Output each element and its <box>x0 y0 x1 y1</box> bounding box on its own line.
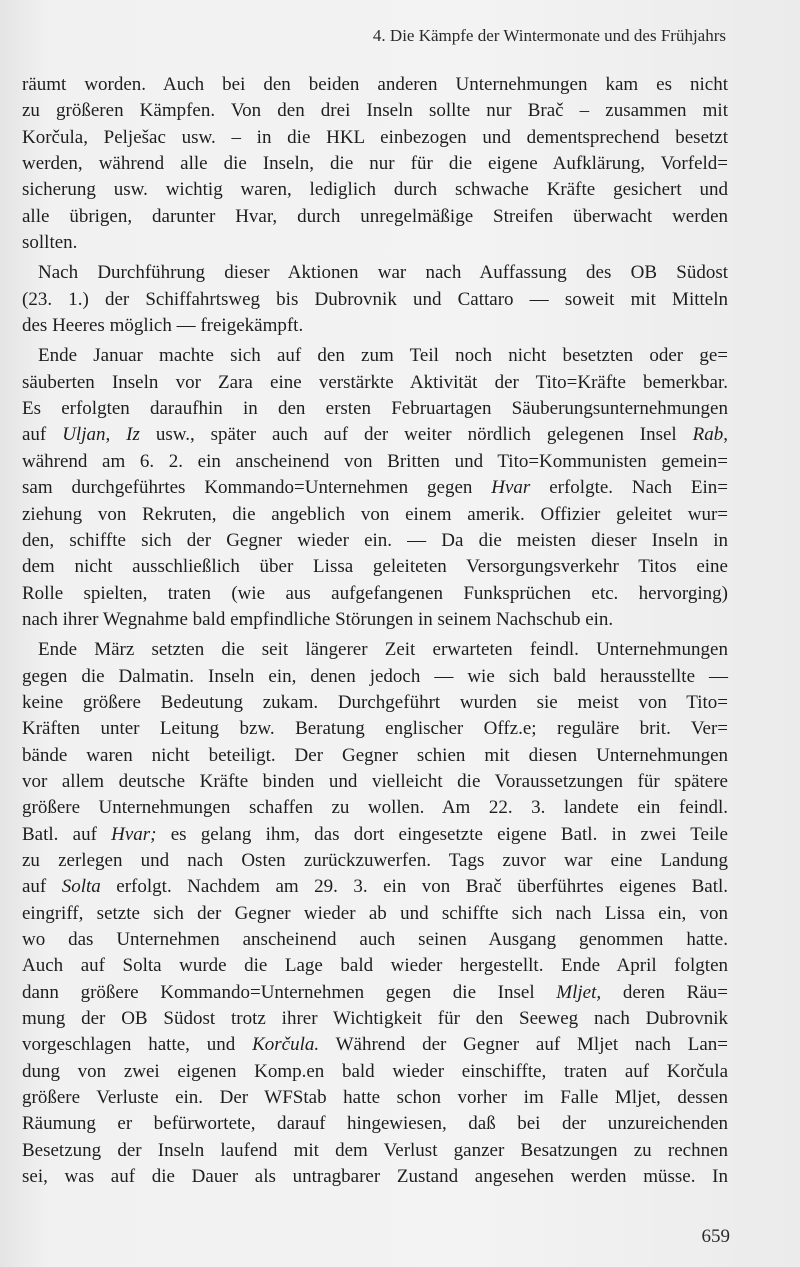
text-line <box>22 343 728 369</box>
text-line <box>22 716 728 742</box>
text-line <box>22 422 728 448</box>
text-segment: dem nicht ausschließlich über Lissa geleiteten Versorgungsverkehr Titos eine <box>22 556 728 578</box>
text-segment: während am 6. 2. ein anscheinend von Britten und Tito=Kommunisten gemein= <box>22 450 728 472</box>
text-line <box>22 637 728 663</box>
paragraph <box>22 260 728 339</box>
text-segment: vorgeschlagen hatte, und <box>22 1034 253 1056</box>
text-segment: des Heeres möglich — freigekämpft. <box>22 315 304 337</box>
text-segment: Batl. auf <box>22 823 112 845</box>
text-line <box>22 1059 728 1085</box>
paragraph <box>22 637 728 1190</box>
italic-text: Mljet, <box>556 981 602 1003</box>
text-line <box>22 260 728 286</box>
text-line <box>22 151 728 177</box>
text-segment: größere Unternehmungen schaffen zu wollen. Am 22. 3. landete ein feindl. <box>22 797 728 819</box>
text-line <box>22 98 728 124</box>
text-segment: Auch auf Solta wurde die Lage bald wieder hergestellt. Ende April folgten <box>22 955 728 977</box>
text-line <box>22 449 728 475</box>
text-line <box>22 848 728 874</box>
text-segment: alle übrigen, darunter Hvar, durch unregelmäßige Streifen überwacht werden <box>22 205 728 227</box>
text-segment: zu zerlegen und nach Osten zurückzuwerfen. Tags zuvor war eine Landung <box>22 849 728 871</box>
text-line <box>22 396 728 422</box>
text-line <box>22 1164 728 1190</box>
text-segment: , <box>105 424 127 446</box>
italic-text: Rab <box>692 424 724 446</box>
text-segment: räumt worden. Auch bei den beiden anderen Unternehmungen kam es nicht <box>22 74 728 95</box>
text-segment: Rolle spielten, traten (wie aus aufgefangenen Funksprüchen etc. hervorging) <box>22 582 728 604</box>
text-segment: auf <box>22 876 62 898</box>
text-segment: sollten. <box>22 232 78 254</box>
text-line <box>22 1138 728 1164</box>
text-line <box>22 690 728 716</box>
text-segment: (23. 1.) der Schiffahrtsweg bis Dubrovnik und Cattaro — soweit mit Mitteln <box>22 288 728 310</box>
text-segment: bände waren nicht beteiligt. Der Gegner schien mit diesen Unternehmungen <box>22 744 728 766</box>
text-segment: Besetzung der Inseln laufend mit dem Verlust ganzer Besatzungen zu rechnen <box>22 1139 728 1161</box>
text-segment: Korčula, Pelješac usw. – in die HKL einbezogen und dementsprechend besetzt <box>22 126 728 148</box>
text-segment: zu größeren Kämpfen. Von den drei Inseln sollte nur Brač – zusammen mit <box>22 100 728 122</box>
text-segment: keine größere Bedeutung zukam. Durchgeführt wurden sie meist von Tito= <box>22 691 728 713</box>
text-line <box>22 502 728 528</box>
text-segment: Während der Gegner auf Mljet nach Lan= <box>319 1034 728 1056</box>
text-line <box>22 1006 728 1032</box>
text-line <box>22 1085 728 1111</box>
text-line <box>22 528 728 554</box>
text-segment: es gelang ihm, das dort eingesetzte eigene Batl. in zwei Teile <box>156 823 728 845</box>
text-segment: sicherung usw. wichtig waren, lediglich durch schwache Kräfte gesichert und <box>22 179 728 201</box>
page-number: 659 <box>701 1226 730 1247</box>
text-segment: den, schiffte sich der Gegner wieder ein. — Da die meisten dieser Inseln in <box>22 529 728 551</box>
text-segment: mung der OB Südost trotz ihrer Wichtigkeit für den Seeweg nach Dubrovnik <box>22 1008 728 1030</box>
text-segment: ziehung von Rekruten, die angeblich von einem amerik. Offizier geleitet wur= <box>22 503 728 525</box>
text-line <box>22 607 728 633</box>
text-segment: Ende Januar machte sich auf den zum Teil noch nicht besetzten oder ge= <box>38 345 728 367</box>
text-segment: säuberten Inseln vor Zara eine verstärkte Aktivität der Tito=Kräfte bemerkbar. <box>22 371 728 393</box>
text-segment: wo das Unternehmen anscheinend auch seinen Ausgang genommen hatte. <box>22 929 728 950</box>
text-line <box>22 370 728 396</box>
italic-text: Uljan <box>62 424 106 446</box>
italic-text: Korčula. <box>252 1034 320 1056</box>
text-segment: gegen die Dalmatin. Inseln ein, denen jedoch — wie sich bald herausstellte — <box>22 665 728 687</box>
text-segment: Nach Durchführung dieser Aktionen war nach Auffassung des OB Südost <box>38 262 728 284</box>
text-line <box>22 475 728 501</box>
italic-text: Iz <box>126 424 140 446</box>
text-segment: auf <box>22 424 63 446</box>
text-line <box>22 554 728 580</box>
body-text <box>22 72 728 1194</box>
text-line <box>22 795 728 821</box>
text-segment: vor allem deutsche Kräfte binden und vielleicht die Voraussetzungen für spätere <box>22 770 728 792</box>
text-line <box>22 874 728 900</box>
paragraph <box>22 72 728 256</box>
text-segment: , <box>723 424 728 446</box>
text-segment: nach ihrer Wegnahme bald empfindliche Störungen in seinem Nachschub ein. <box>22 608 614 630</box>
text-line <box>22 980 728 1006</box>
text-line <box>22 822 728 848</box>
text-line <box>22 125 728 151</box>
text-segment: werden, während alle die Inseln, die nur für die eigene Aufklärung, Vorfeld= <box>22 153 728 175</box>
italic-text: Hvar <box>491 477 531 499</box>
text-segment: dung von zwei eigenen Komp.en bald wieder einschiffte, traten auf Korčula <box>22 1060 728 1082</box>
text-line <box>22 1032 728 1058</box>
text-segment: Kräften unter Leitung bzw. Beratung englischer Offz.e; reguläre brit. Ver= <box>22 718 728 740</box>
text-segment: usw., später auch auf der weiter nördlich gelegenen Insel <box>139 424 693 446</box>
text-segment: größere Verluste ein. Der WFStab hatte schon vorher im Falle Mljet, dessen <box>22 1087 728 1109</box>
text-line <box>22 664 728 690</box>
text-segment: deren Räu= <box>601 981 728 1003</box>
text-segment: Ende März setzten die seit längerer Zeit erwarteten feindl. Unternehmungen <box>38 639 728 661</box>
text-segment: sei, was auf die Dauer als untragbarer Zustand angesehen werden müsse. In <box>22 1166 728 1188</box>
text-line <box>22 901 728 927</box>
text-line <box>22 581 728 607</box>
text-line <box>22 1111 728 1137</box>
text-line <box>22 204 728 230</box>
text-segment: eingriff, setzte sich der Gegner wieder ab und schiffte sich nach Lissa ein, von <box>22 902 728 924</box>
text-segment: dann größere Kommando=Unternehmen gegen die Insel <box>22 981 557 1003</box>
text-line <box>22 72 728 98</box>
italic-text: Hvar; <box>111 823 157 845</box>
text-line <box>22 230 728 256</box>
text-segment: erfolgte. Nach Ein= <box>530 477 728 499</box>
running-header: 4. Die Kämpfe der Wintermonate und des Frühjahrs <box>372 26 726 45</box>
text-segment: sam durchgeführtes Kommando=Unternehmen gegen <box>22 477 492 499</box>
text-line <box>22 743 728 769</box>
paragraph <box>22 343 728 633</box>
text-line <box>22 177 728 203</box>
text-segment: Räumung er befürwortete, darauf hingewiesen, daß bei der unzureichenden <box>22 1113 728 1135</box>
text-line <box>22 313 728 339</box>
text-segment: Es erfolgten daraufhin in den ersten Februartagen Säuberungsunternehmungen <box>22 398 728 420</box>
italic-text: Solta <box>61 876 101 898</box>
text-line <box>22 287 728 313</box>
text-line <box>22 769 728 795</box>
text-line <box>22 927 728 953</box>
text-line <box>22 953 728 979</box>
text-segment: erfolgt. Nachdem am 29. 3. ein von Brač überführtes eigenes Batl. <box>100 876 729 898</box>
